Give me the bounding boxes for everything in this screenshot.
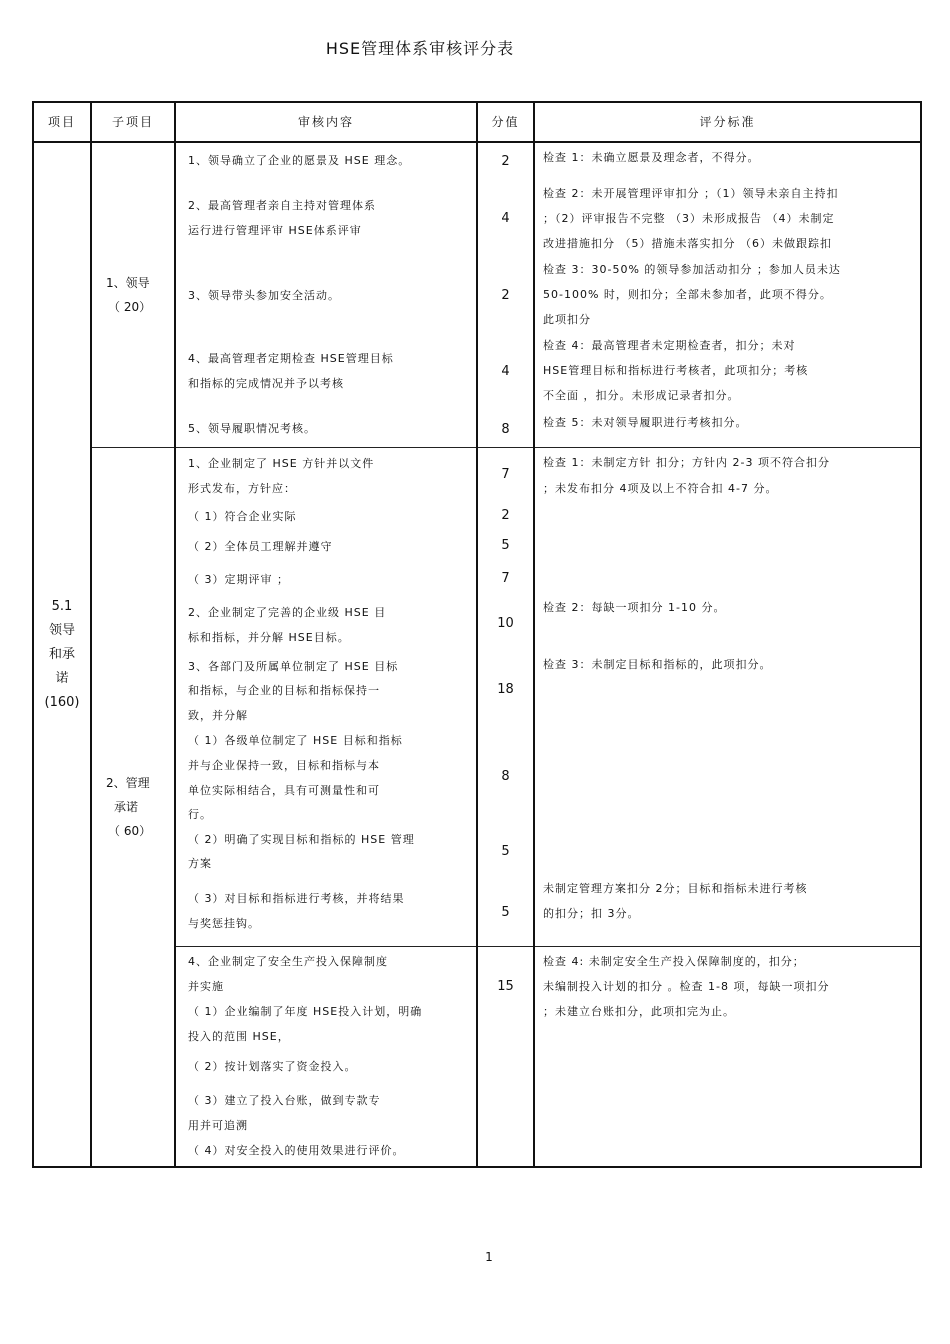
score-value: 2 — [501, 288, 510, 303]
criteria-cell — [534, 448, 921, 947]
content-line: （ 2）按计划落实了资金投入。 — [188, 1060, 357, 1073]
content-line: （ 1）符合企业实际 — [188, 510, 297, 523]
header-criteria: 评分标准 — [534, 102, 921, 142]
score-value: 7 — [501, 467, 510, 482]
content-line: 3、各部门及所属单位制定了 HSE 目标 — [188, 660, 399, 673]
criteria-line: 检查 3：未制定目标和指标的，此项扣分。 — [543, 658, 772, 671]
criteria-line: 检查 2：未开展管理评审扣分 ；（1）领导未亲自主持扣 — [543, 187, 839, 200]
content-cell — [175, 448, 477, 947]
criteria-line: 未编制投入计划的扣分 。检查 1-8 项，每缺一项扣分 — [543, 980, 830, 993]
criteria-line: ；未建立台账扣分，此项扣完为止。 — [543, 1005, 735, 1018]
content-line: 用并可追溯 — [188, 1119, 248, 1132]
subproject-line: 1、领导 — [106, 276, 150, 290]
criteria-line: 50-100% 时，则扣分；全部未参加者，此项不得分。 — [543, 288, 832, 301]
header-score: 分值 — [477, 102, 534, 142]
criteria-line: 改进措施扣分 （5）措施未落实扣分 （6）未做跟踪扣 — [543, 237, 832, 250]
criteria-line: 此项扣分 — [543, 313, 591, 326]
content-line: 投入的范围 HSE， — [188, 1030, 290, 1043]
criteria-line: 检查 1：未制定方针 扣分；方针内 2-3 项不符合扣分 — [543, 456, 830, 469]
criteria-line: HSE管理目标和指标进行考核者，此项扣分；考核 — [543, 364, 809, 377]
content-line: 1、企业制定了 HSE 方针并以文件 — [188, 457, 375, 470]
score-value: 5 — [501, 538, 510, 553]
content-line: 并与企业保持一致，目标和指标与本 — [188, 759, 380, 772]
project-line: 和承 — [48, 646, 75, 662]
content-line: 2、最高管理者亲自主持对管理体系 — [188, 199, 376, 212]
criteria-cell — [534, 142, 921, 448]
table-row — [33, 448, 921, 947]
score-value: 4 — [501, 364, 510, 379]
criteria-line: 检查 1：未确立愿景及理念者，不得分。 — [543, 151, 760, 164]
criteria-line: 检查 4: 未制定安全生产投入保障制度的，扣分； — [543, 955, 805, 968]
content-line: 3、领导带头参加安全活动。 — [188, 289, 340, 302]
criteria-line: 检查 3：30-50% 的领导参加活动扣分 ；参加人员未达 — [543, 263, 841, 276]
score-value: 2 — [501, 154, 510, 169]
page-number: 1 — [485, 1250, 493, 1264]
header-subproject: 子项目 — [91, 102, 175, 142]
score-value: 5 — [501, 905, 510, 920]
header-content: 审核内容 — [175, 102, 477, 142]
score-value: 8 — [501, 769, 510, 784]
criteria-line: 不全面 ，扣分。未形成记录者扣分。 — [543, 389, 740, 402]
audit-table — [32, 101, 920, 1168]
criteria-line: 未制定管理方案扣分 2分；目标和指标未进行考核 — [543, 882, 808, 895]
subproject-line: （ 60） — [108, 824, 152, 838]
project-line: 5.1 — [51, 598, 73, 614]
score-value: 2 — [501, 508, 510, 523]
criteria-line: ；未发布扣分 4项及以上不符合扣 4-7 分。 — [543, 482, 778, 495]
project-cell — [33, 142, 91, 1167]
content-line: （ 2）明确了实现目标和指标的 HSE 管理 — [188, 833, 415, 846]
content-line: 方案 — [188, 857, 212, 870]
content-line: 5、领导履职情况考核。 — [188, 422, 316, 435]
score-value: 4 — [501, 211, 510, 226]
score-value: 10 — [497, 616, 514, 631]
content-line: （ 1）企业编制了年度 HSE投入计划，明确 — [188, 1005, 423, 1018]
content-line: （ 1）各级单位制定了 HSE 目标和指标 — [188, 734, 403, 747]
score-cell — [477, 448, 534, 947]
table-row — [33, 142, 921, 448]
criteria-line: 检查 4：最高管理者未定期检查者，扣分；未对 — [543, 339, 796, 352]
criteria-cell — [534, 947, 921, 1168]
score-cell — [477, 947, 534, 1168]
page-title: HSE管理体系审核评分表 — [325, 39, 515, 58]
content-line: （ 3）定期评审 ； — [188, 573, 289, 586]
content-line: 单位实际相结合，具有可测量性和可 — [188, 784, 380, 797]
project-line: 领导 — [48, 622, 75, 638]
content-line: 形式发布，方针应： — [188, 482, 296, 495]
criteria-line: 的扣分；扣 3分。 — [543, 907, 640, 920]
content-line: 1、领导确立了企业的愿景及 HSE 理念。 — [188, 154, 411, 167]
table-header-row — [33, 102, 921, 142]
criteria-line: ；（2）评审报告不完整 （3）未形成报告 （4）未制定 — [543, 212, 835, 225]
subproject-line: （ 20） — [108, 300, 152, 314]
criteria-line: 检查 2：每缺一项扣分 1-10 分。 — [543, 601, 726, 614]
content-line: 并实施 — [188, 980, 224, 993]
content-line: 2、企业制定了完善的企业级 HSE 目 — [188, 606, 387, 619]
criteria-line: 检查 5：未对领导履职进行考核扣分。 — [543, 416, 748, 429]
content-line: 行。 — [188, 808, 212, 821]
score-value: 15 — [497, 979, 514, 994]
subproject-line: 2、管理 — [106, 776, 150, 790]
subproject-line: 承诺 — [114, 800, 139, 814]
subproject-cell — [91, 448, 175, 1168]
score-value: 7 — [501, 571, 510, 586]
content-cell — [175, 142, 477, 448]
project-line: (160) — [44, 694, 80, 710]
content-line: （ 4）对安全投入的使用效果进行评价。 — [188, 1144, 405, 1157]
content-line: （ 3）对目标和指标进行考核，并将结果 — [188, 892, 405, 905]
content-line: 和指标，与企业的目标和指标保持一 — [188, 684, 380, 697]
project-line: 诺 — [55, 670, 69, 686]
content-line: 标和指标，并分解 HSE目标。 — [188, 631, 350, 644]
content-cell — [175, 947, 477, 1168]
score-cell — [477, 142, 534, 448]
score-value: 5 — [501, 844, 510, 859]
subproject-cell — [91, 142, 175, 448]
content-line: 和指标的完成情况并予以考核 — [188, 377, 344, 390]
content-line: 4、企业制定了安全生产投入保障制度 — [188, 955, 388, 968]
score-value: 8 — [501, 422, 510, 437]
content-line: （ 3）建立了投入台账，做到专款专 — [188, 1094, 381, 1107]
content-line: 致，并分解 — [188, 709, 248, 722]
score-value: 18 — [497, 682, 514, 697]
content-line: 与奖惩挂钩。 — [188, 917, 260, 930]
content-line: 4、最高管理者定期检查 HSE管理目标 — [188, 352, 394, 365]
content-line: （ 2）全体员工理解并遵守 — [188, 540, 333, 553]
content-line: 运行进行管理评审 HSE体系评审 — [188, 224, 362, 237]
header-project: 项目 — [33, 102, 91, 142]
